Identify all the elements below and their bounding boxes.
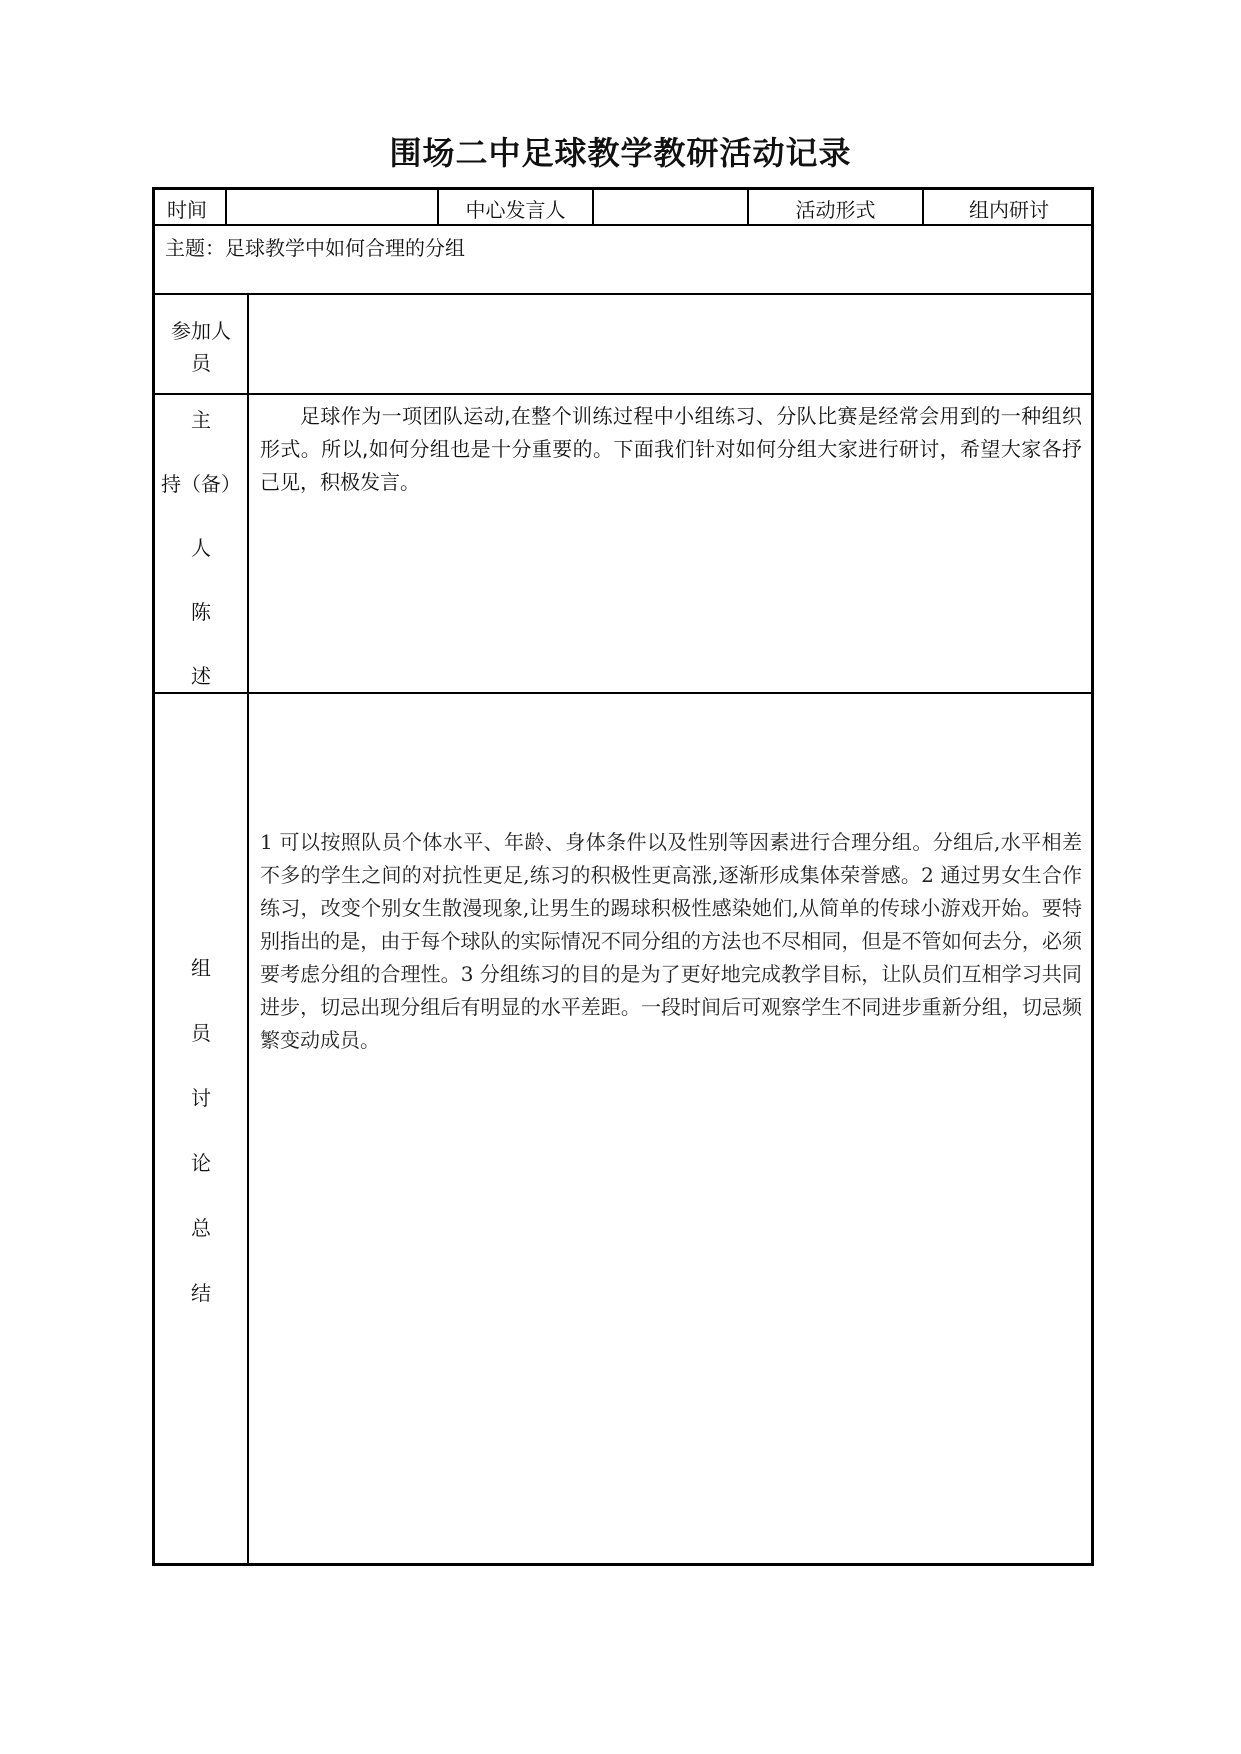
participants-label-line2: 员 [191, 351, 211, 375]
summary-label-char: 总 [191, 1216, 211, 1240]
host-label-char: 持（备） [161, 472, 241, 496]
document-title: 围场二中足球教学教研活动记录 [389, 134, 852, 172]
activity-form-value: 组内研讨 [969, 198, 1049, 222]
divider [155, 224, 1091, 226]
participants-label-line1: 参加人 [171, 319, 231, 343]
summary-label-char: 论 [191, 1151, 211, 1175]
divider [225, 190, 227, 224]
topic-text: 主题：足球教学中如何合理的分组 [165, 236, 465, 260]
record-table [152, 187, 1094, 1566]
host-label-char: 人 [191, 536, 211, 560]
summary-label-char: 讨 [191, 1086, 211, 1110]
divider [592, 190, 594, 224]
host-label-char: 陈 [191, 600, 211, 624]
speaker-label: 中心发言人 [465, 198, 566, 222]
divider [155, 293, 1091, 295]
host-label-char: 主 [191, 408, 211, 432]
host-statement-text: 足球作为一项团队运动,在整个训练过程中小组练习、分队比赛是经常会用到的一种组织形式。所以,如何分组也是十分重要的。下面我们针对如何分组大家进行研讨，希望大家各抒己见，积极发言。 [260, 404, 1082, 494]
summary-label-char: 员 [191, 1021, 211, 1045]
time-label: 时间 [167, 198, 207, 222]
discussion-summary-text: 1 可以按照队员个体水平、年龄、身体条件以及性别等因素进行合理分组。分组后,水平相差不多的学生之间的对抗性更足,练习的积极性更高涨,逐渐形成集体荣誉感。2 通过男女生合作练习，改变个别女生散漫现象,让男生的踢球积极性感染她们,从简单的传球小游戏开始。要特别指出的是，由于每个球队的实际情况不同分组的方法也不尽相同，但是不管如何去分，必须要考虑分组的合理性。3 分组练习的目的是为了更好地完成教学目标，让队员们互相学习共同进步，切忌出现分组后有明显的水平差距。一段时间后可观察学生不同进步重新分组，切忌频繁变动成员。 [260, 830, 1082, 1052]
host-label-char: 述 [191, 664, 211, 688]
summary-label-char: 结 [191, 1281, 211, 1305]
divider [155, 692, 1091, 694]
activity-form-label: 活动形式 [795, 198, 876, 222]
summary-label-char: 组 [191, 956, 211, 980]
divider [155, 393, 1091, 395]
divider [247, 294, 249, 1566]
